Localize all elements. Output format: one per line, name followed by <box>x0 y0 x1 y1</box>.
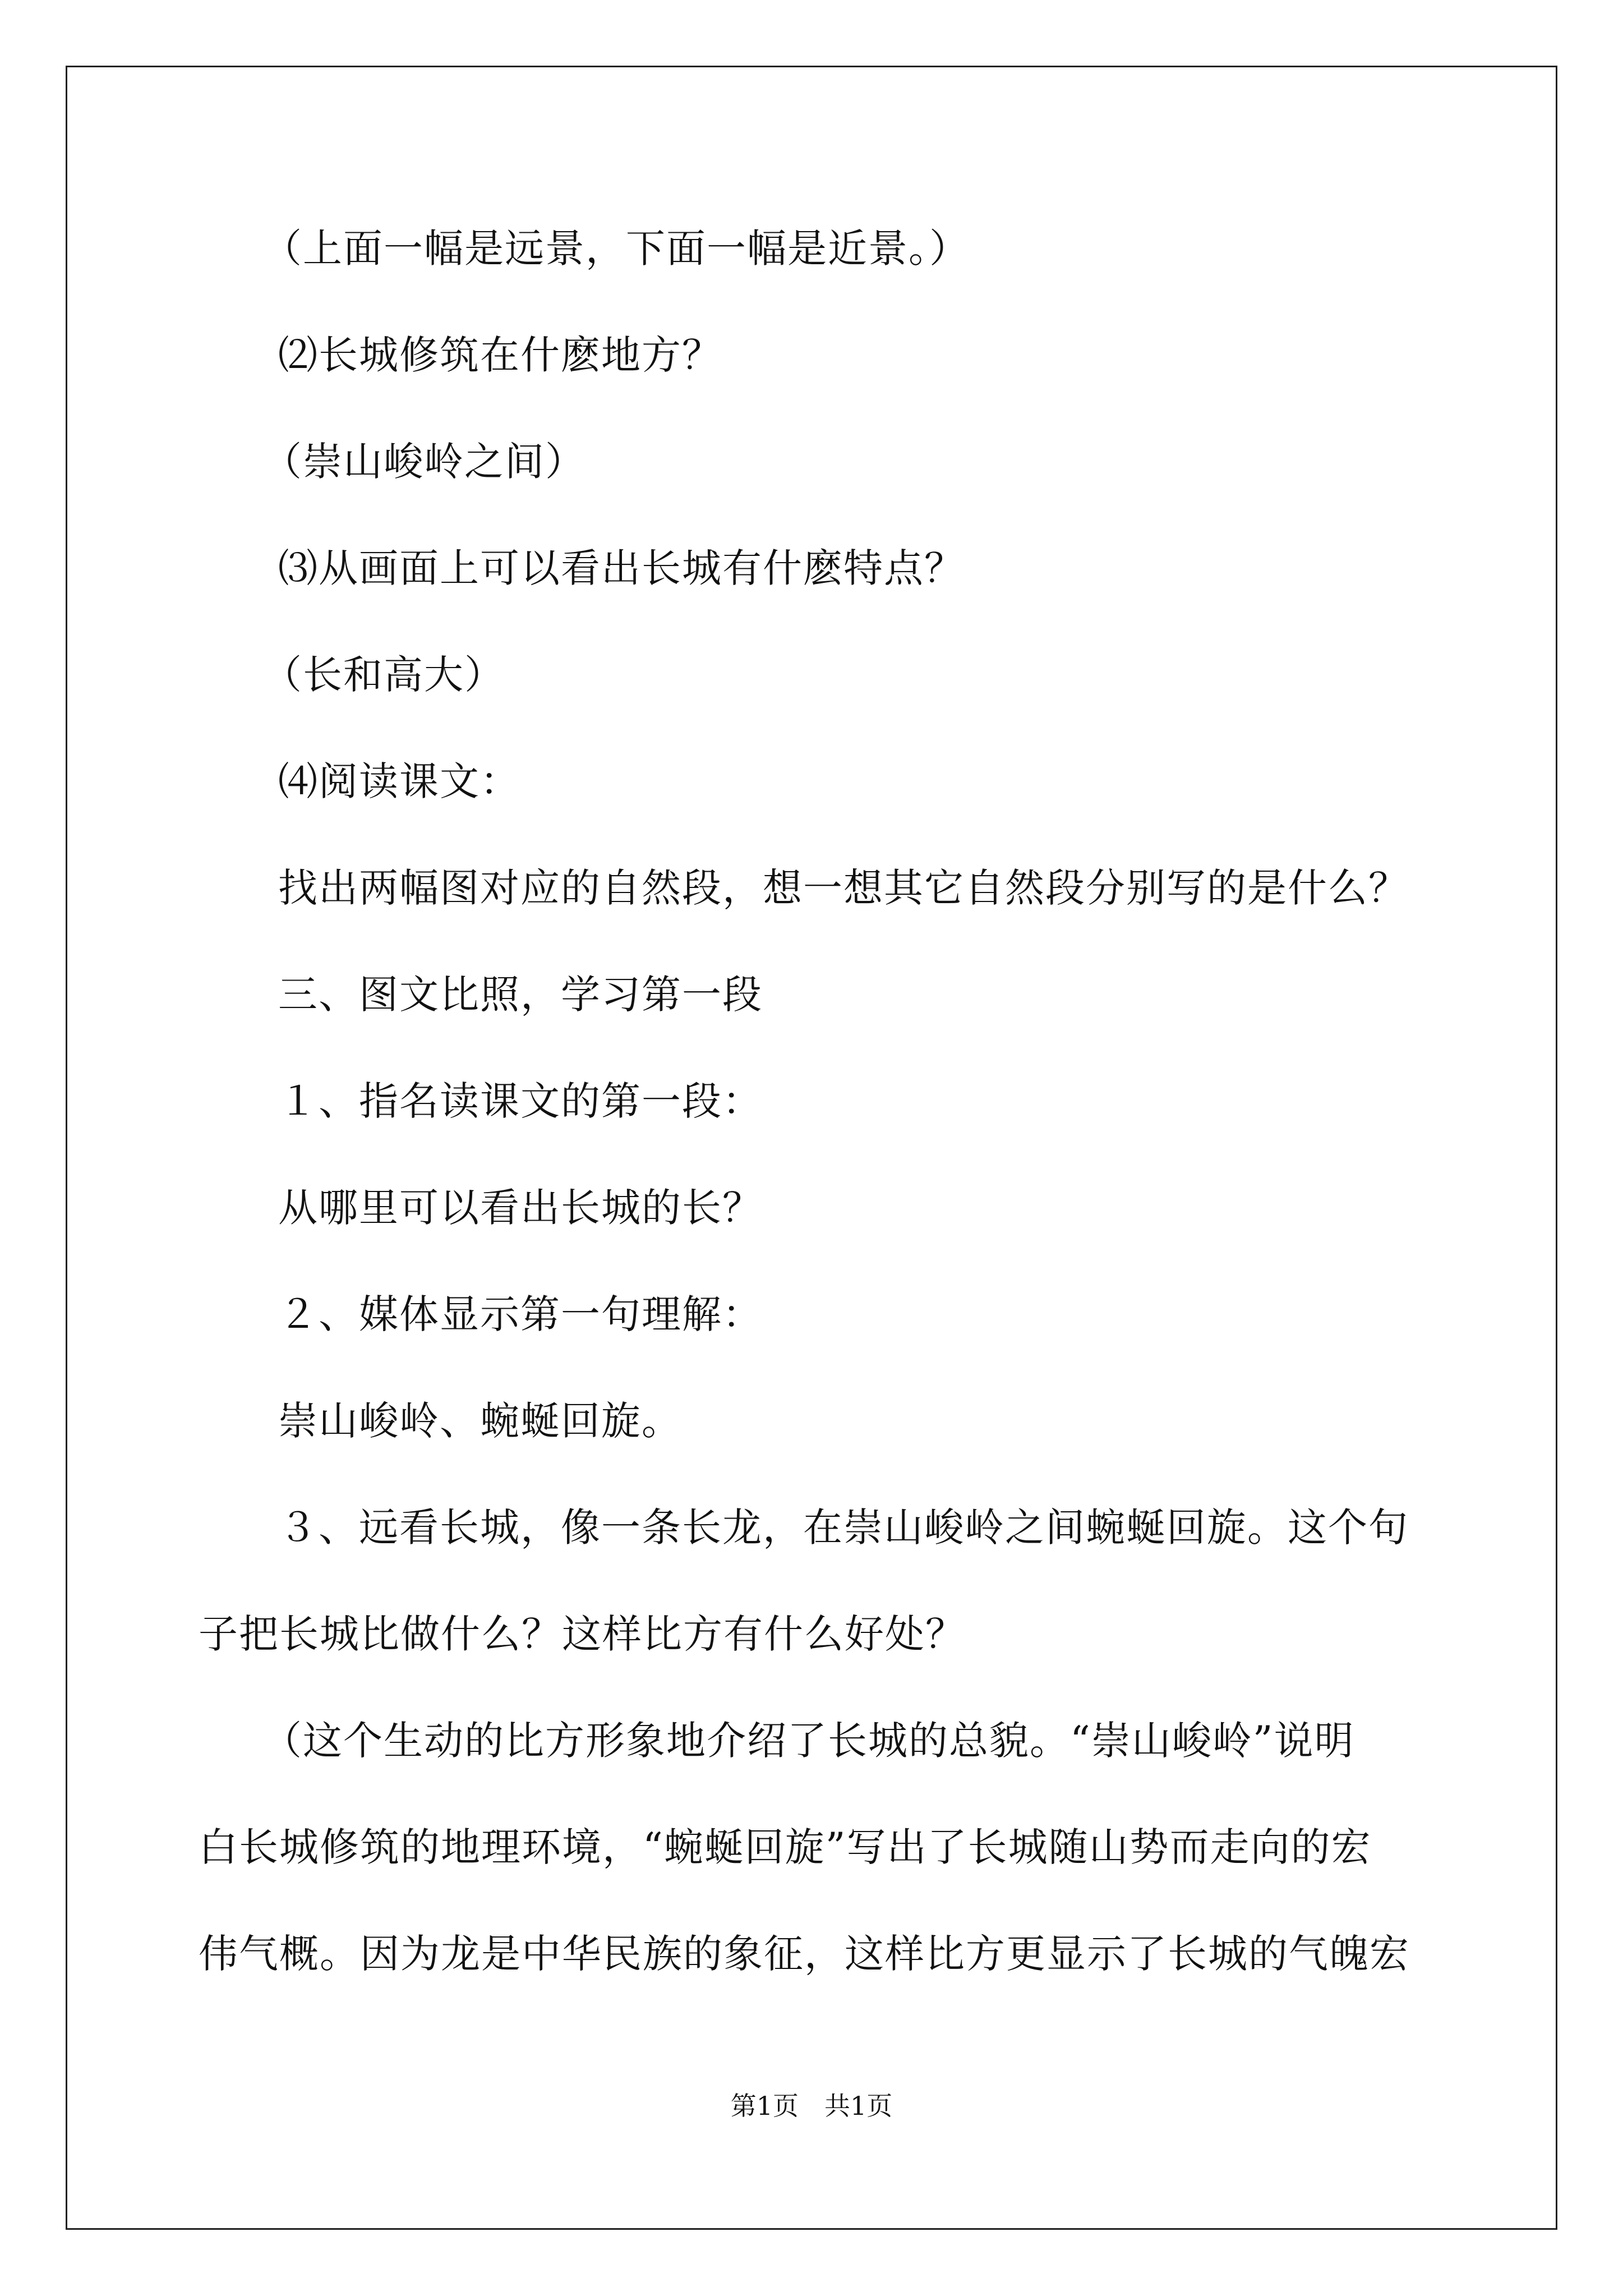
paragraph-line-14: 子把长城比做什么？这样比方有什么好处？ <box>199 1611 966 1657</box>
paragraph-line-3: （崇山峻岭之间） <box>262 439 585 485</box>
paragraph-line-10: 从哪里可以看出长城的长？ <box>278 1185 763 1231</box>
paragraph-line-5: （长和高大） <box>262 652 505 698</box>
paragraph-line-8: 三、图文比照，学习第一段 <box>278 972 763 1018</box>
paragraph-line-7: 找出两幅图对应的自然段，想一想其它自然段分别写的是什么？ <box>278 865 1409 911</box>
paragraph-line-1: （上面一幅是远景，下面一幅是近景。） <box>262 226 970 272</box>
paragraph-line-16: 白长城修筑的地理环境，“蜿蜒回旋”写出了长城随山势而走向的宏 <box>199 1824 1372 1870</box>
paragraph-line-15: （这个生动的比方形象地介绍了长城的总貌。“崇山峻岭”说明 <box>262 1718 1355 1764</box>
paragraph-line-9: １、指名读课文的第一段： <box>278 1078 763 1124</box>
page-border <box>66 66 1557 2230</box>
paragraph-line-2: ⑵长城修筑在什麽地方？ <box>278 332 722 378</box>
paragraph-line-6: ⑷阅读课文： <box>278 758 520 804</box>
paragraph-line-12: 崇山峻岭、蜿蜒回旋。 <box>278 1398 682 1444</box>
paragraph-line-11: ２、媒体显示第一句理解： <box>278 1291 763 1337</box>
paragraph-line-13: ３、远看长城，像一条长龙，在崇山峻岭之间蜿蜒回旋。这个句 <box>278 1504 1409 1550</box>
paragraph-line-4: ⑶从画面上可以看出长城有什麽特点？ <box>278 545 965 591</box>
page-number-footer: 第1页 共1页 <box>730 2091 893 2121</box>
paragraph-line-17: 伟气概。因为龙是中华民族的象征，这样比方更显示了长城的气魄宏 <box>199 1931 1410 1977</box>
